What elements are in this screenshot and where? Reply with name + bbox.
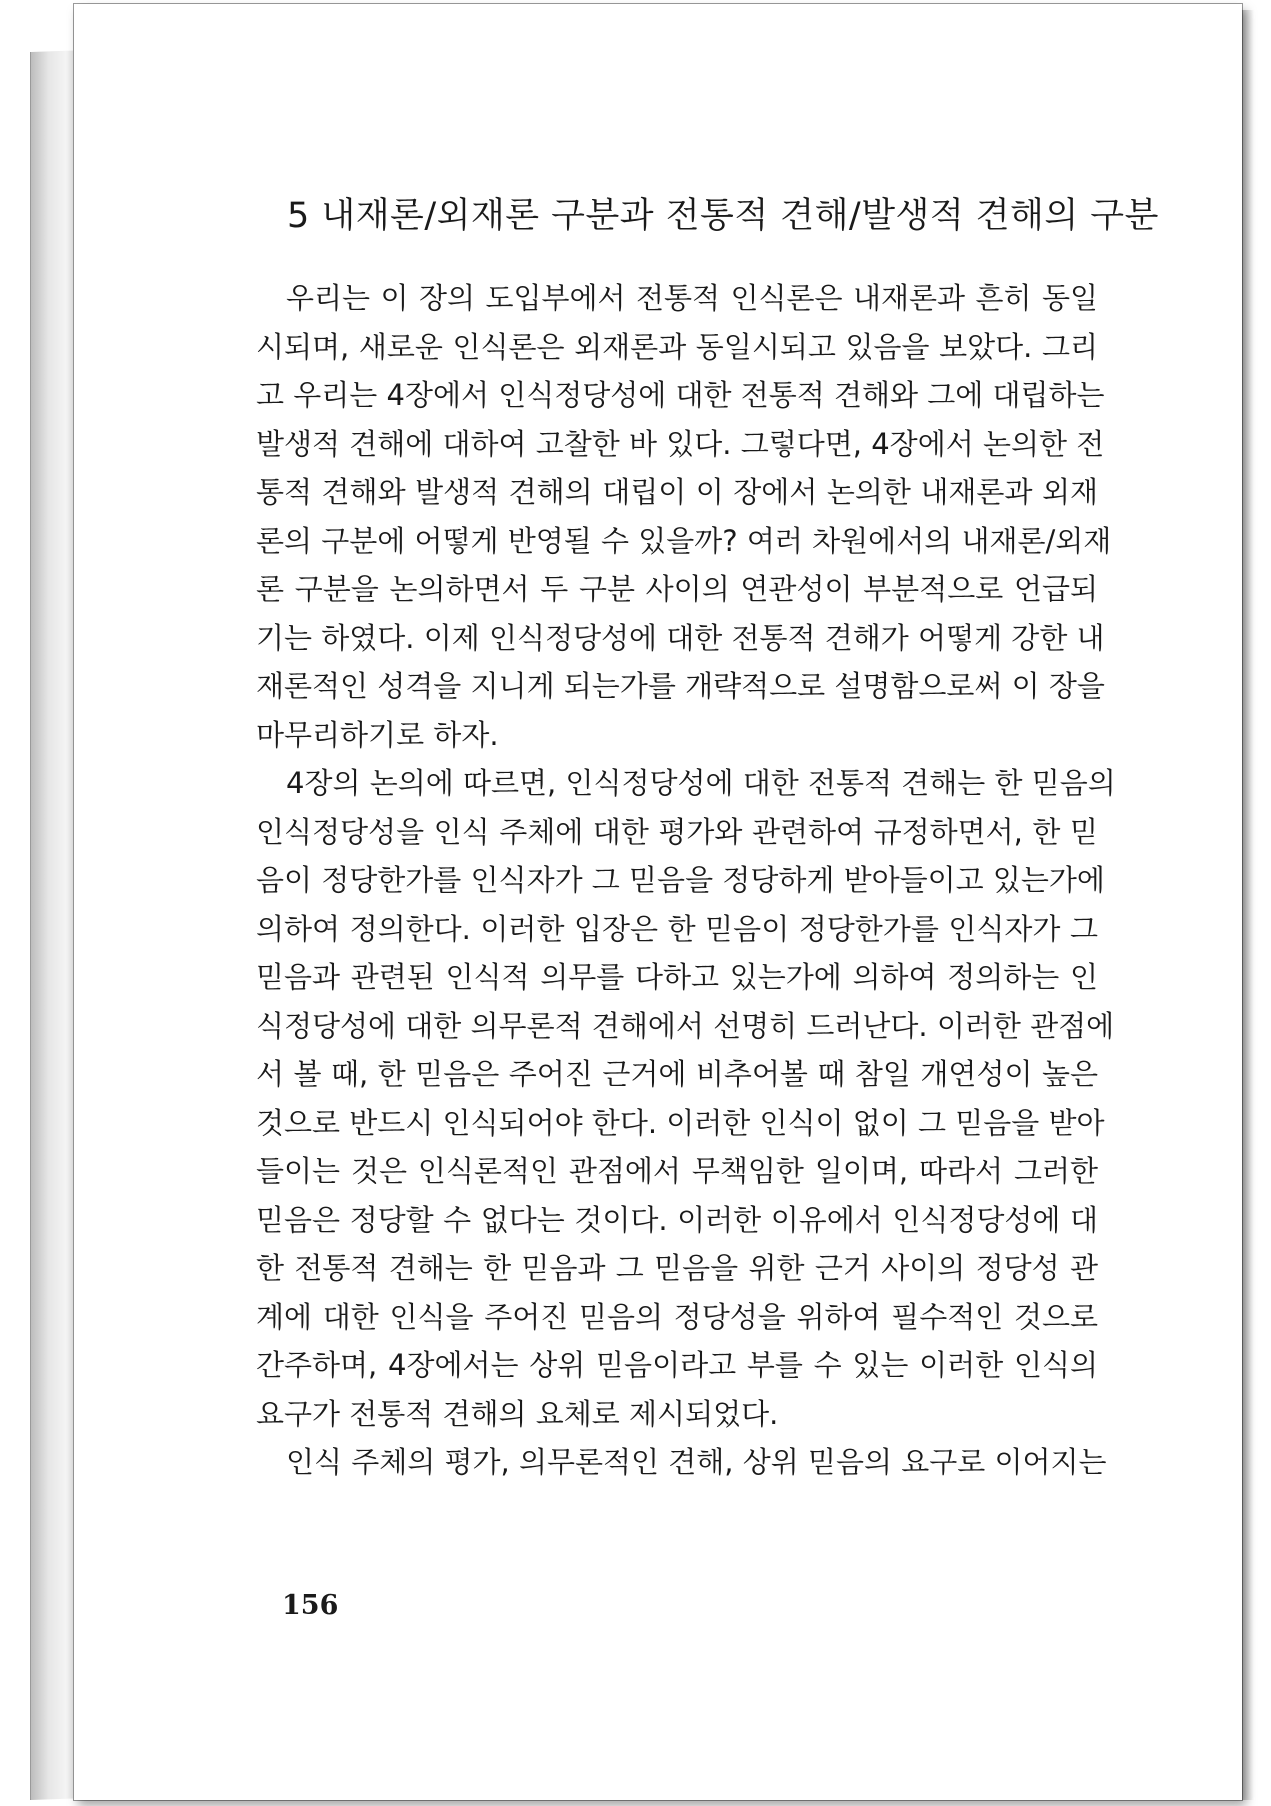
- text-line: 믿음은 정당할 수 없다는 것이다. 이러한 이유에서 인식정당성에 대: [256, 1202, 1098, 1237]
- text-line: 론의 구분에 어떻게 반영될 수 있을까? 여러 차원에서의 내재론/외재: [256, 523, 1112, 558]
- body-text: [256, 274, 1116, 1487]
- text-line: 재론적인 성격을 지니게 되는가를 개략적으로 설명함으로써 이 장을: [256, 669, 1105, 703]
- text-line: 인식 주체의 평가, 의무론적인 견해, 상위 믿음의 요구로 이어지는: [286, 1445, 1107, 1479]
- text-line: 발생적 견해에 대하여 고찰한 바 있다. 그렇다면, 4장에서 논의한 전: [256, 426, 1105, 461]
- text-line: 믿음과 관련된 인식적 의무를 다하고 있는가에 의하여 정의하는 인: [256, 960, 1098, 994]
- page-shadow: [1242, 10, 1254, 1800]
- text-line: 한 전통적 견해는 한 믿음과 그 믿음을 위한 근거 사이의 정당성 관: [256, 1251, 1098, 1285]
- text-line: 식정당성에 대한 의무론적 견해에서 선명히 드러난다. 이러한 관점에: [256, 1008, 1115, 1043]
- text-line: 요구가 전통적 견해의 요체로 제시되었다.: [256, 1396, 779, 1431]
- text-line: 서 볼 때, 한 믿음은 주어진 근거에 비추어볼 때 참일 개연성이 높은: [256, 1057, 1098, 1091]
- text-line: 들이는 것은 인식론적인 관점에서 무책임한 일이며, 따라서 그러한: [256, 1154, 1098, 1188]
- text-line: 계에 대한 인식을 주어진 믿음의 정당성을 위하여 필수적인 것으로: [256, 1299, 1098, 1334]
- text-line: 마무리하기로 하자.: [256, 717, 499, 752]
- text-line: 인식정당성을 인식 주체에 대한 평가와 관련하여 규정하면서, 한 믿: [256, 814, 1098, 849]
- text-line: 4장의 논의에 따르면, 인식정당성에 대한 전통적 견해는 한 믿음의: [286, 766, 1116, 800]
- text-line: 의하여 정의한다. 이러한 입장은 한 믿음이 정당한가를 인식자가 그: [256, 911, 1098, 946]
- text-line: 음이 정당한가를 인식자가 그 믿음을 정당하게 받아들이고 있는가에: [256, 863, 1105, 897]
- text-line: 기는 하였다. 이제 인식정당성에 대한 전통적 견해가 어떻게 강한 내: [256, 620, 1105, 655]
- text-line: 고 우리는 4장에서 인식정당성에 대한 전통적 견해와 그에 대립하는: [256, 378, 1105, 412]
- text-line: 통적 견해와 발생적 견해의 대립이 이 장에서 논의한 내재론과 외재: [256, 475, 1098, 509]
- text-line: 것으로 반드시 인식되어야 한다. 이러한 인식이 없이 그 믿음을 받아: [256, 1105, 1105, 1140]
- section-heading: 5 내재론/외재론 구분과 전통적 견해/발생적 견해의 구분: [287, 196, 1159, 236]
- text-line: 우리는 이 장의 도입부에서 전통적 인식론은 내재론과 흔히 동일: [286, 281, 1098, 315]
- text-line: 간주하며, 4장에서는 상위 믿음이라고 부를 수 있는 이러한 인식의: [256, 1348, 1098, 1382]
- text-line: 론 구분을 논의하면서 두 구분 사이의 연관성이 부분적으로 언급되: [256, 572, 1098, 606]
- page-number: 156: [282, 1590, 339, 1621]
- text-line: 시되며, 새로운 인식론은 외재론과 동일시되고 있음을 보았다. 그리: [256, 329, 1098, 364]
